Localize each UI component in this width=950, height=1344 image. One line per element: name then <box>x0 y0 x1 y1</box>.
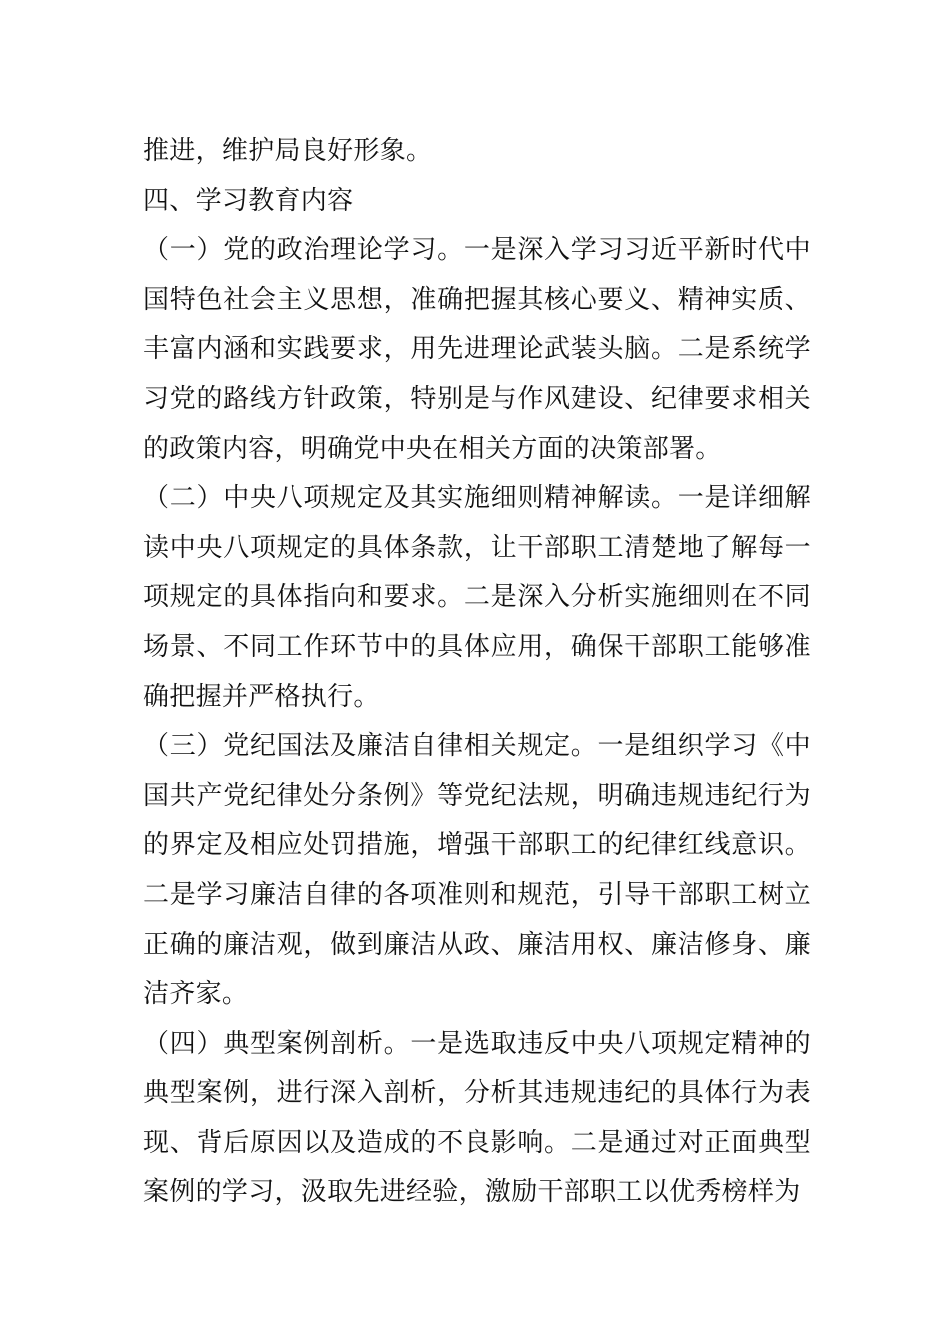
paragraph-party-discipline: （三）党纪国法及廉洁自律相关规定。一是组织学习《中国共产党纪律处分条例》等党纪法规，明确违规违纪行为的界定及相应处罚措施，增强干部职工的纪律红线意识。二是学习廉洁自律的各项准则和规范，引导干部职工树立正确的廉洁观，做到廉洁从政、廉洁用权、廉洁修身、廉洁齐家。 <box>143 731 811 1010</box>
paragraph-case-analysis: （四）典型案例剖析。一是选取违反中央八项规定精神的典型案例，进行深入剖析，分析其违规违纪的具体行为表现、背后原因以及造成的不良影响。二是通过对正面典型案例的学习，汲取先进经验，激励干部职工以优秀榜样为 <box>143 1028 811 1208</box>
paragraph-political-theory: （一）党的政治理论学习。一是深入学习习近平新时代中国特色社会主义思想，准确把握其核心要义、精神实质、丰富内涵和实践要求，用先进理论武装头脑。二是系统学习党的路线方针政策，特别是与作风建设、纪律要求相关的政策内容，明确党中央在相关方面的决策部署。 <box>143 235 811 464</box>
paragraph-eight-regulations: （二）中央八项规定及其实施细则精神解读。一是详细解读中央八项规定的具体条款，让干部职工清楚地了解每一项规定的具体指向和要求。二是深入分析实施细则在不同场景、不同工作环节中的具体应用，确保干部职工能够准确把握并严格执行。 <box>143 483 811 712</box>
continuation-text: 推进，维护局良好形象。 <box>143 136 433 166</box>
section-heading: 四、学习教育内容 <box>143 185 354 216</box>
document-page <box>143 127 811 1218</box>
